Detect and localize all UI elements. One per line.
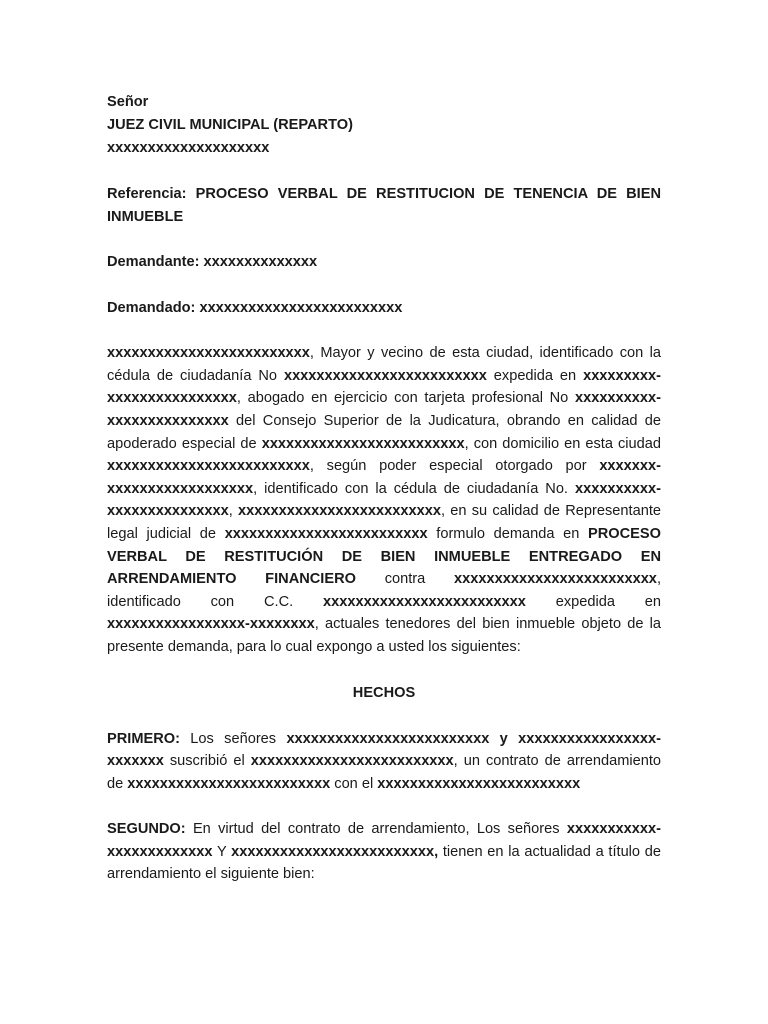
judge-location: xxxxxxxxxxxxxxxxxxxx — [107, 140, 270, 156]
fact-first-paragraph — [107, 728, 661, 796]
intro-run: xxxxxxxxxxxxxxxxx-xxxxxxxx — [107, 616, 315, 633]
reference-paragraph — [107, 183, 661, 228]
intro-run: xxxxxxxxxxxxxxxxxxxxxxxxx — [238, 503, 441, 520]
intro-run: xxxxxxxxx-xxxxxxxxxxxxxxxx — [107, 367, 661, 407]
intro-run: , abogado en ejercicio con tarjeta profesional No — [236, 390, 575, 407]
intro-run: contra — [356, 571, 455, 588]
first-run: xxxxxxxxxxxxxxxxxxxxxxxxx — [250, 753, 454, 770]
intro-run: PROCESO VERBAL DE RESTITUCIÓN DE BIEN INMUEBLE ENTREGADO EN ARRENDAMIENTO FINANCIERO — [107, 525, 661, 588]
second-run: Y — [212, 843, 232, 860]
second-run: xxxxxxxxxxxxxxxxxxxxxxxxx, — [231, 843, 439, 860]
plaintiff-line — [107, 251, 661, 274]
first-run: xxxxxxxxxxxxxxxxxxxxxxxxx — [127, 775, 331, 792]
second-run: SEGUNDO: — [107, 821, 186, 838]
intro-run: , identificado con la cédula de ciudadanía No. — [253, 480, 575, 497]
first-run: Los señores — [179, 730, 287, 747]
intro-run: xxxxxxxxxx-xxxxxxxxxxxxxxx — [107, 390, 661, 429]
fact-second-paragraph — [107, 818, 661, 886]
reference-text: PROCESO VERBAL DE RESTITUCION DE TENENCIA DE BIEN INMUEBLE — [107, 186, 661, 225]
defendant-value: xxxxxxxxxxxxxxxxxxxxxxxxx — [199, 300, 403, 317]
intro-run: , según poder especial otorgado por — [309, 458, 600, 475]
second-run: En virtud del contrato de arrendamiento, Los señores — [185, 821, 567, 838]
plaintiff-value: xxxxxxxxxxxxxx — [203, 254, 318, 271]
intro-run: xxxxxxxxxxxxxxxxxxxxxxxxx — [283, 367, 487, 384]
document-body — [107, 91, 661, 886]
intro-run: , identificado con C.C. — [107, 571, 661, 610]
first-run: xxxxxxxxxxxxxxxxxxxxxxxxx — [377, 775, 581, 792]
intro-run: xxxxxxxxxxxxxxxxxxxxxxxxx — [224, 525, 428, 542]
intro-run: xxxxxxxxxxxxxxxxxxxxxxxxx — [454, 571, 657, 588]
intro-run: xxxxxxxxxxxxxxxxxxxxxxxxx — [107, 458, 310, 475]
facts-heading: HECHOS — [352, 684, 416, 701]
intro-run: formulo demanda en — [427, 525, 589, 542]
intro-run: , actuales tenedores del bien inmueble objeto de la presente demanda, para lo cual expongo a usted los siguientes: — [107, 616, 661, 655]
first-run: con el — [330, 775, 378, 792]
first-run: PRIMERO: — [107, 730, 180, 747]
intro-run: expedida en — [486, 367, 584, 384]
intro-run: , en su calidad de Representante legal judicial de — [107, 503, 661, 542]
intro-paragraph — [107, 342, 661, 658]
intro-run: xxxxxxxxxxxxxxxxxxxxxxxxx — [322, 593, 526, 610]
intro-run: xxxxxxx-xxxxxxxxxxxxxxxxxx — [107, 458, 661, 497]
salutation: Señor — [107, 94, 149, 110]
intro-run: , — [228, 503, 239, 520]
intro-run: xxxxxxxxxxxxxxxxxxxxxxxxx — [107, 345, 310, 362]
intro-run: expedida en — [525, 593, 661, 610]
defendant-line — [107, 297, 661, 320]
plaintiff-label: Demandante: — [107, 254, 200, 271]
first-run: suscribió el — [163, 753, 251, 770]
reference-label: Referencia: — [107, 186, 187, 202]
second-run: tienen en la actualidad a título de arrendamiento el siguiente bien: — [107, 843, 661, 883]
first-run: , un contrato de arrendamiento de — [107, 753, 661, 792]
second-run: xxxxxxxxxxx-xxxxxxxxxxxxx — [107, 821, 661, 860]
judge-title: JUEZ CIVIL MUNICIPAL (REPARTO) — [107, 117, 353, 133]
intro-run: xxxxxxxxxx-xxxxxxxxxxxxxxx — [107, 480, 661, 520]
intro-run: del Consejo Superior de la Judicatura, obrando en calidad de apoderado especial de — [107, 412, 661, 452]
defendant-label: Demandado: — [107, 300, 196, 317]
intro-run: , Mayor y vecino de esta ciudad, identificado con la cédula de ciudadanía No — [107, 345, 661, 384]
intro-run: xxxxxxxxxxxxxxxxxxxxxxxxx — [261, 435, 465, 452]
first-run: xxxxxxxxxxxxxxxxxxxxxxxxx y xxxxxxxxxxxxxxxxx-xxxxxxx — [107, 730, 661, 770]
intro-run: , con domicilio en esta ciudad — [464, 435, 662, 452]
